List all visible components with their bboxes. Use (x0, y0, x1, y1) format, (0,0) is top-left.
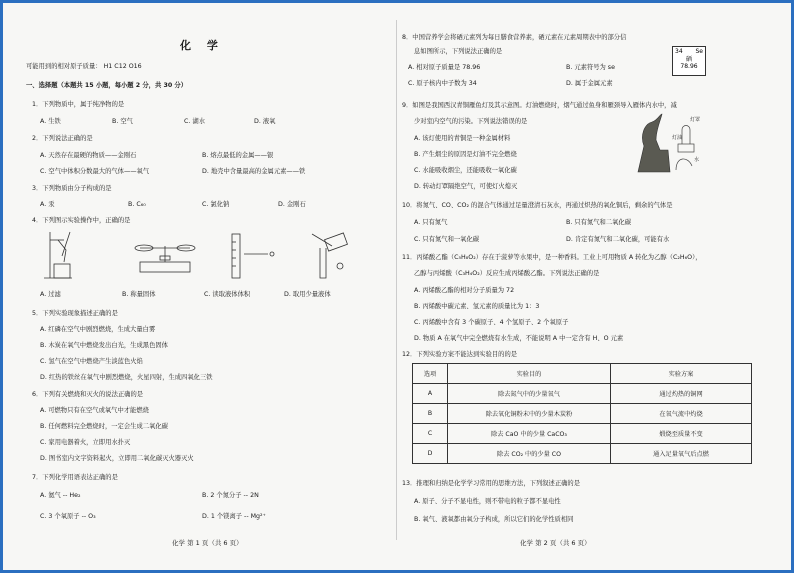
q9-option-c: C. 水能吸收烟尘，还能吸收一氧化碳 (414, 167, 517, 174)
q7-option-c: C. 3 个氧原子 -- O₃ (40, 513, 96, 520)
table-header-row (413, 364, 752, 384)
section-heading: 一、选择题（本题共 15 小题，每小题 2 分，共 30 分） (26, 82, 187, 89)
q9-option-b: B. 产生烟尘的原因是灯油不完全燃烧 (414, 151, 517, 158)
q3-option-a: A. 汞 (40, 201, 55, 208)
q8-option-c: C. 原子核内中子数为 34 (408, 80, 477, 87)
dropper-figure (312, 233, 347, 278)
q3-option-d: D. 金刚石 (278, 201, 306, 208)
q6-option-b: B. 任何燃料完全燃烧时，一定会生成二氧化碳 (40, 423, 168, 430)
question-8: 8．中国营养学会将硒元素列为每日膳食营养素，硒元素在元素周期表中的部分信 (402, 34, 627, 41)
q3-option-c: C. 氯化钠 (202, 201, 230, 208)
q5-option-c: C. 氢气在空气中燃烧产生淡蓝色火焰 (40, 358, 143, 365)
filtration-figure (44, 232, 72, 278)
element-name: 硒 (685, 56, 692, 63)
table-cell: D (413, 444, 448, 464)
question-4: 4．下列图示实验操作中，正确的是 (32, 217, 131, 224)
q1-option-b: B. 空气 (112, 118, 133, 125)
blue-top-edge (0, 0, 794, 3)
lab-apparatus-figures (42, 226, 382, 286)
q5-option-a: A. 红磷在空气中剧烈燃烧，生成大量白雾 (40, 326, 156, 333)
cylinder-figure (232, 234, 274, 278)
q6-option-d: D. 图书室内文字资料起火，立即用二氧化碳灭火器灭火 (40, 455, 194, 462)
table-header-cell: 实验方案 (611, 364, 752, 384)
balance-figure (135, 245, 195, 272)
question-5: 5．下列实验现象描述正确的是 (32, 310, 118, 317)
lamp-label-oil: 灯油 (672, 135, 683, 141)
q5-option-d: D. 红热的铁丝在氧气中剧烈燃烧，火星四射，生成四氧化三铁 (40, 374, 213, 381)
question-3: 3．下列物质由分子构成的是 (32, 185, 112, 192)
q2-option-d: D. 地壳中含量最高的金属元素——铁 (202, 168, 306, 175)
table-cell: B (413, 404, 448, 424)
page-1 (22, 8, 392, 568)
table-cell: 除去 CaO 中的少量 CaCO₃ (448, 424, 611, 444)
table-cell: 在氧气流中灼烧 (611, 404, 752, 424)
q4-option-d: D. 取用少量液体 (284, 291, 331, 298)
atomic-mass-line: 可能用到的相对原子质量： H1 C12 O16 (26, 63, 142, 70)
question-9-cont: 少对室内空气的污染。下列说法错误的是 (414, 118, 528, 125)
table-cell: 除去氮气中的少量氧气 (448, 384, 611, 404)
q9-option-a: A. 该灯使用的青铜是一种金属材料 (414, 135, 511, 142)
question-6: 6．下列有关燃烧和灭火的说法正确的是 (32, 391, 144, 398)
q9-option-d: D. 转动灯罩隔绝空气，可使灯火熄灭 (414, 183, 518, 190)
question-13: 13．推理和归纳是化学学习常用的思维方法，下列叙述正确的是 (402, 480, 581, 487)
lamp-label-shade: 灯罩 (690, 117, 701, 123)
table-cell: C (413, 424, 448, 444)
element-symbol: Se (695, 48, 703, 55)
table-row (413, 384, 752, 404)
q6-option-c: C. 家用电器着火，立即用水扑灭 (40, 439, 131, 446)
table-row (413, 444, 752, 464)
table-row (413, 404, 752, 424)
question-1: 1．下列物质中，属于纯净物的是 (32, 101, 125, 108)
q5-option-b: B. 木炭在氧气中燃烧发出白光，生成黑色固体 (40, 342, 168, 349)
q10-option-c: C. 只有氮气和一氧化碳 (414, 236, 480, 243)
lamp-label-water: 水 (694, 157, 700, 163)
table-cell: A (413, 384, 448, 404)
page-2-footer: 化学 第 2 页（共 6 页） (520, 539, 591, 547)
atomic-number: 34 (675, 48, 683, 55)
table-cell: 除去氧化铜粉末中的少量木炭粉 (448, 404, 611, 424)
q4-option-b: B. 称量固体 (122, 291, 156, 298)
q2-option-c: C. 空气中体积分数最大的气体——氧气 (40, 168, 150, 175)
q3-option-b: B. C₆₀ (128, 201, 146, 208)
question-11-cont: 乙醇与丙烯酸（C₃H₄O₂）反应生成丙烯酸乙酯。下列说法正确的是 (414, 270, 600, 277)
q4-option-a: A. 过滤 (40, 291, 61, 298)
question-2: 2．下列说法正确的是 (32, 135, 93, 142)
blue-left-edge (0, 0, 3, 573)
exam-title: 化 学 (180, 39, 224, 52)
q11-option-d: D. 物质 A 在氧气中完全燃烧有水生成，不能说明 A 中一定含有 H、O 元素 (414, 335, 624, 342)
atomic-mass: 78.96 (680, 63, 698, 70)
q8-option-a: A. 相对原子质量是 78.96 (408, 64, 481, 71)
q10-option-a: A. 只有氮气 (414, 219, 448, 226)
page-1-footer: 化学 第 1 页（共 6 页） (172, 539, 243, 547)
question-7: 7．下列化学用语表达正确的是 (32, 474, 118, 481)
q2-option-a: A. 天然存在最硬的物质——金刚石 (40, 152, 137, 159)
q11-option-b: B. 丙烯酸中碳元素、氢元素的质量比为 1：3 (414, 303, 540, 310)
question-8-cont: 息如图所示，下列说法正确的是 (414, 48, 503, 55)
q4-option-c: C. 读取液体体积 (204, 291, 251, 298)
q7-option-b: B. 2 个氮分子 -- 2N (202, 492, 259, 499)
q11-option-c: C. 丙烯酸中含有 3 个碳原子、4 个氢原子、2 个氧原子 (414, 319, 569, 326)
q7-option-a: A. 氦气 -- He₂ (40, 492, 81, 499)
q7-option-d: D. 1 个镁离子 -- Mg²⁺ (202, 513, 266, 520)
q11-option-a: A. 丙烯酸乙酯的相对分子质量为 72 (414, 287, 515, 294)
periodic-element-tile (672, 46, 706, 76)
page-2 (402, 8, 772, 568)
table-cell: 除去 CO₂ 中的少量 CO (448, 444, 611, 464)
table-cell: 煅烧至质量不变 (611, 424, 752, 444)
table-header-cell: 实验目的 (448, 364, 611, 384)
q6-option-a: A. 可燃物只有在空气或氧气中才能燃烧 (40, 407, 149, 414)
q8-option-d: D. 属于金属元素 (566, 80, 613, 87)
question-12: 12．下列实验方案不能达到实验目的的是 (402, 351, 518, 358)
page-divider (396, 20, 397, 540)
question-9: 9．如图是我国西汉青铜雁鱼灯及其示意图。灯油燃烧时，烟气通过鱼身和雁颈导入雁体内水中，减 (402, 102, 677, 109)
q10-option-b: B. 只有氮气和二氧化碳 (566, 219, 631, 226)
experiment-table (412, 363, 752, 464)
q10-option-d: D. 肯定有氮气和二氧化碳，可能有水 (566, 236, 670, 243)
q13-option-b: B. 氧气、液氧都由氧分子构成，所以它们的化学性质相同 (414, 516, 574, 523)
q2-option-b: B. 熔点最低的金属——银 (202, 152, 274, 159)
q1-option-a: A. 生铁 (40, 118, 61, 125)
table-row (413, 424, 752, 444)
question-11: 11．丙烯酸乙酯（C₅H₈O₂）存在于菠萝等水果中，是一种香料。工业上可用物质 A 转化为乙醇（C₂H₆O）， (402, 254, 702, 261)
q8-option-b: B. 元素符号为 se (566, 64, 615, 71)
question-10: 10．将氮气、CO、CO₂ 的混合气体通过足量澄清石灰水，再通过炽热的氧化铜后，剩余的气体是 (402, 202, 673, 209)
q1-option-c: C. 湖水 (184, 118, 205, 125)
q1-option-d: D. 液氧 (254, 118, 276, 125)
table-cell: 通入足量氧气后点燃 (611, 444, 752, 464)
table-cell: 通过灼热的铜网 (611, 384, 752, 404)
table-header-cell: 选项 (413, 364, 448, 384)
q13-option-a: A. 原子、分子不显电性，则不带电的粒子都不显电性 (414, 498, 561, 505)
